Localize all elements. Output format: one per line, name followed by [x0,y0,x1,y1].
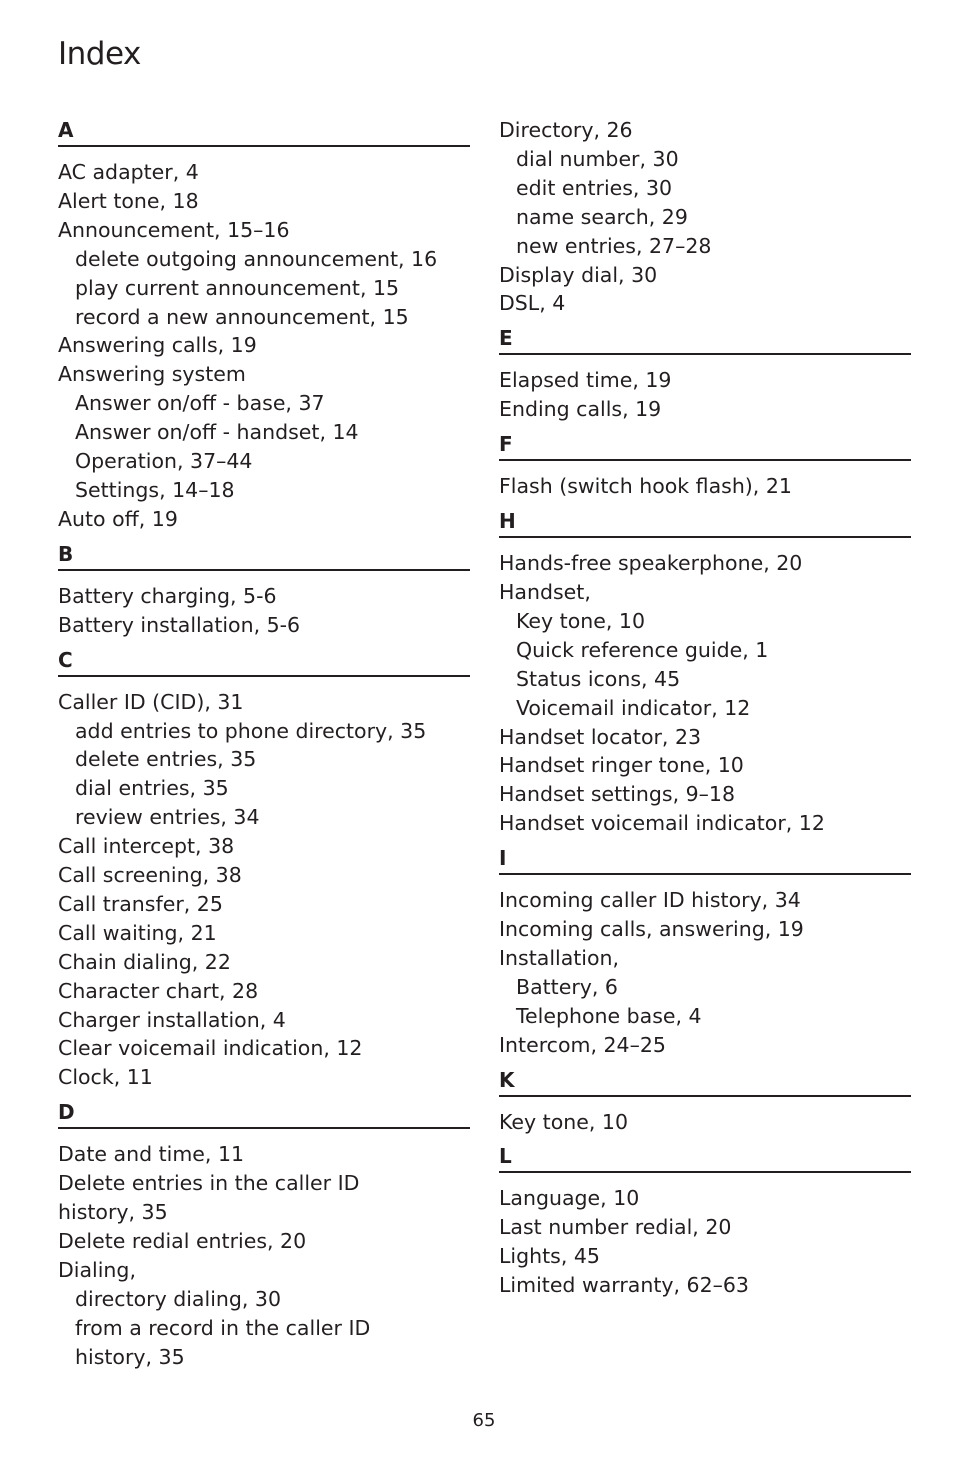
index-section-e [499,324,911,424]
index-entry: Battery charging, 5-6 [58,583,277,608]
index-entry: Delete entries in the caller ID [58,1171,360,1196]
index-entry: Answering calls, 19 [58,333,257,358]
index-entry: Elapsed time, 19 [499,368,672,393]
index-entry: Call screening, 38 [58,863,242,888]
index-subentry: Answer on/off - handset, 14 [75,420,359,445]
index-subentry: Telephone base, 4 [516,1003,702,1028]
index-subentry: record a new announcement, 15 [75,304,409,329]
index-entry: Handset, [499,579,591,604]
section-letter-heading: L [499,1142,911,1173]
index-subentry: from a record in the caller ID [75,1315,371,1340]
index-subentry: name search, 29 [516,204,688,229]
index-entry: Announcement, 15–16 [58,217,290,242]
index-entry: DSL, 4 [499,291,566,316]
index-entry: Call transfer, 25 [58,891,223,916]
index-section-continued [499,116,911,318]
index-section-b [58,540,470,640]
index-subentry: Answer on/off - base, 37 [75,391,325,416]
index-entry: Key tone, 10 [499,1109,628,1134]
page-number: 65 [472,1410,496,1431]
index-subentry: Battery, 6 [516,974,618,999]
section-letter-heading: C [58,646,470,677]
index-subentry: Status icons, 45 [516,666,681,691]
index-entry: Intercom, 24–25 [499,1032,666,1057]
index-entry: history, 35 [58,1200,168,1225]
index-entry: Lights, 45 [499,1244,600,1269]
index-entry: Date and time, 11 [58,1142,245,1167]
index-entry: Handset locator, 23 [499,724,702,749]
index-column-right [499,116,911,1300]
index-entry: Directory, 26 [499,118,633,142]
index-section-d [58,1098,470,1371]
index-entry: Installation, [499,945,620,970]
index-subentry: directory dialing, 30 [75,1286,282,1311]
section-letter-heading: K [499,1066,911,1097]
index-entry: Alert tone, 18 [58,188,199,213]
index-entry: Language, 10 [499,1186,640,1211]
index-entry: Hands-free speakerphone, 20 [499,551,803,576]
page-title: Index [58,36,141,72]
section-letter-heading: H [499,507,911,538]
section-letter-heading: D [58,1098,470,1129]
index-section-c [58,646,470,1093]
index-subentry: review entries, 34 [75,805,260,830]
index-entry: Delete redial entries, 20 [58,1229,307,1253]
index-entry: Caller ID (CID), 31 [58,689,244,714]
index-column-left [58,116,470,1372]
index-entry: Battery installation, 5-6 [58,612,301,637]
index-subentry: add entries to phone directory, 35 [75,718,427,743]
section-letter-heading: I [499,844,911,875]
index-subentry: dial number, 30 [516,146,679,171]
index-entry: Limited warranty, 62–63 [499,1273,749,1298]
section-letter-heading: A [58,116,470,147]
section-letter-heading: E [499,324,911,355]
index-entry: Call waiting, 21 [58,920,217,945]
index-entry: Auto off, 19 [58,506,178,531]
index-entry: Chain dialing, 22 [58,949,231,974]
index-entry: Handset voicemail indicator, 12 [499,811,825,836]
index-subentry: dial entries, 35 [75,776,229,801]
index-entry: Clock, 11 [58,1065,153,1090]
index-subentry: new entries, 27–28 [516,233,712,258]
index-entry: Character chart, 28 [58,978,259,1003]
index-entry: Last number redial, 20 [499,1215,732,1240]
index-entry: Handset ringer tone, 10 [499,753,744,778]
index-entry: AC adapter, 4 [58,160,199,184]
index-section-h [499,507,911,838]
index-section-k [499,1066,911,1137]
index-entry: Incoming caller ID history, 34 [499,888,801,913]
index-entry: Display dial, 30 [499,262,658,287]
index-subentry: Operation, 37–44 [75,449,253,474]
index-section-f [499,430,911,501]
index-entry: Clear voicemail indication, 12 [58,1036,363,1061]
index-entry: Flash (switch hook flash), 21 [499,474,792,499]
index-entry: Incoming calls, answering, 19 [499,917,804,942]
index-entry: Charger installation, 4 [58,1007,286,1032]
index-section-i [499,844,911,1059]
index-subentry: Key tone, 10 [516,608,645,633]
index-subentry: edit entries, 30 [516,175,673,200]
index-entry: Handset settings, 9–18 [499,782,735,807]
index-subentry: delete outgoing announcement, 16 [75,246,438,271]
index-subentry: Quick reference guide, 1 [516,637,769,662]
section-letter-heading: F [499,430,911,461]
index-subentry: delete entries, 35 [75,747,257,772]
index-entry: Call intercept, 38 [58,834,235,859]
index-subentry: history, 35 [75,1344,185,1369]
section-letter-heading: B [58,540,470,571]
index-section-a [58,116,470,534]
index-entry: Ending calls, 19 [499,397,662,422]
index-entry: Dialing, [58,1257,136,1282]
index-subentry: play current announcement, 15 [75,275,400,300]
index-subentry: Voicemail indicator, 12 [516,695,751,720]
index-section-l [499,1142,911,1300]
index-entry: Answering system [58,362,246,387]
index-subentry: Settings, 14–18 [75,477,235,502]
